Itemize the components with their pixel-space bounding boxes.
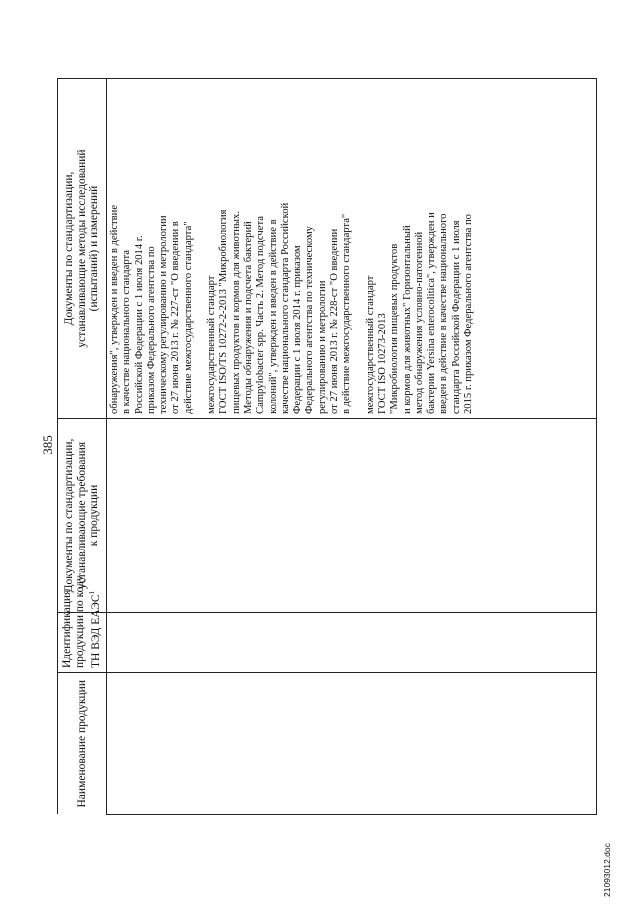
header-requirements-line-3: к продукции	[88, 484, 101, 547]
method-document-line: Campylobacter spp. Часть 2. Метод подсчета	[255, 216, 267, 414]
header-requirements-line-2: устанавливающие требования	[75, 441, 88, 590]
header-methods-line-2: устанавливающие методы исследований	[75, 149, 88, 348]
method-document-line: Методы обнаружения и подсчета бактерий	[242, 221, 254, 414]
method-document-line: метод обнаружения условно-патогенной	[413, 231, 425, 414]
method-document-line: бактерии Yersina enterocolitica", утвержден и	[426, 212, 438, 414]
method-document-line: действие межгосударственного стандарта"	[182, 221, 194, 414]
header-identification-code: ТН ВЭД ЕАЭС	[90, 594, 103, 668]
method-document-line: техническому регулированию и метрологии	[158, 215, 170, 414]
header-identification-line-2: продукции по коду	[73, 575, 86, 668]
header-product-name	[58, 673, 107, 815]
header-methods-line-3: (испытаний) и измерений	[88, 185, 101, 312]
header-identification-footnote: 1	[88, 590, 97, 595]
table-header-row	[58, 79, 107, 815]
method-document-line: пищевых продуктов и кормов для животных.	[230, 211, 242, 414]
method-document-line: приказом Федерального агентства по	[145, 246, 157, 414]
header-requirements-docs	[58, 419, 107, 613]
standards-table	[57, 78, 597, 815]
cell-product-name	[107, 673, 597, 815]
method-document-line: стандарта Российской Федерации с 1 июля	[450, 220, 462, 414]
method-document-line: от 27 июня 2013 г. № 228-ст "О введении	[329, 228, 341, 414]
header-methods-line-1: Документы по стандартизации,	[63, 171, 76, 326]
method-document-line: колоний", утвержден и введен в действие в	[267, 219, 279, 414]
table-row	[107, 79, 597, 815]
page-number: 385	[40, 435, 55, 455]
method-document-line: "Микробиология пищевых продуктов	[389, 243, 401, 414]
method-document-line: качестве национального стандарта Российской	[279, 202, 291, 414]
method-document-line: от 27 июня 2013 г. № 227-ст "О введении в	[170, 221, 182, 414]
method-document-line: ГОСТ ISO 10273-2013	[376, 313, 388, 414]
header-methods-docs	[58, 79, 107, 419]
method-document-line: Федерации с 1 июля 2014 г. приказом	[292, 245, 304, 414]
method-document-block	[365, 83, 476, 414]
method-document-block	[206, 83, 354, 414]
method-document-line: и кормов для животных" Горизонтальный	[401, 225, 413, 414]
method-document-line: введен в действие в качестве национального	[438, 213, 450, 414]
header-requirements-line-1: Документы по стандартизации,	[63, 438, 76, 593]
method-document-line: ГОСТ ISO/TS 10272-2-2013 "Микробиология	[218, 209, 230, 414]
method-document-line: Федерального агентства по техническому	[304, 226, 316, 414]
header-identification	[58, 575, 107, 673]
cell-identification	[107, 613, 597, 673]
method-document-line: в качестве национального стандарта	[121, 250, 133, 414]
method-document-line: в действие межгосударственного стандарта"	[341, 213, 353, 414]
method-document-line: обнаружения", утвержден и введен в действие	[109, 204, 120, 414]
header-identification-line-1: Идентификация	[61, 589, 74, 668]
cell-requirements-docs	[107, 419, 597, 613]
footer-document-code: 21093012.doc	[602, 843, 612, 897]
cell-methods-docs	[107, 79, 597, 419]
header-product-name-text: Наименование продукции	[75, 680, 88, 808]
method-document-line: межгосударственный стандарт	[206, 275, 218, 414]
method-document-line: межгосударственный стандарт	[364, 275, 376, 414]
method-document-line: Российской Федерации с 1 июля 2014 г.	[133, 235, 145, 414]
method-document-line: 2015 г. приказом Федерального агентства по	[463, 214, 475, 414]
method-document-line: регулированию и метрологии	[316, 280, 328, 414]
method-document-block	[109, 83, 195, 414]
header-identification-line-3	[86, 590, 103, 668]
